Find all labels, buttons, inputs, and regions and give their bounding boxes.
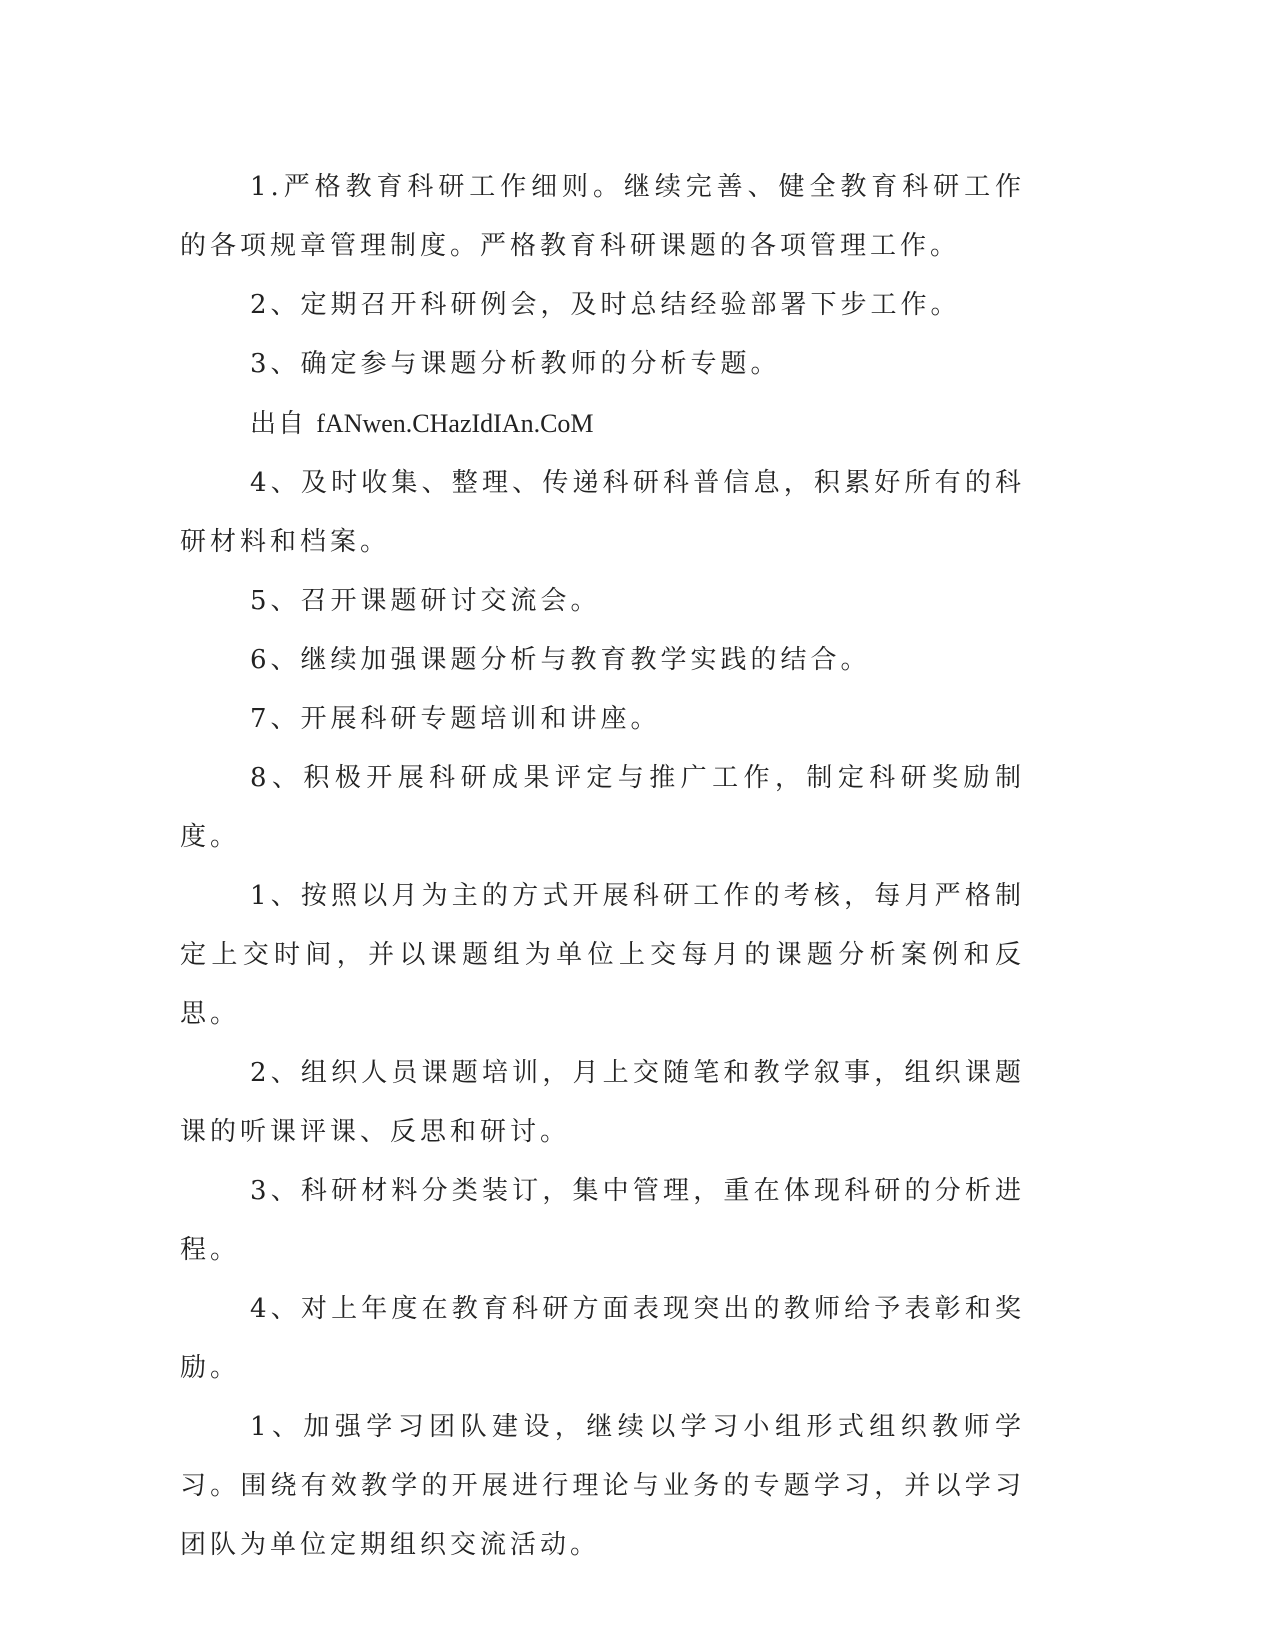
paragraph-10: 2、组织人员课题培训，月上交随笔和教学叙事，组织课题课的听课评课、反思和研讨。 [180, 1058, 1025, 1147]
source-url: fANwen.CHazIdIAn.CoM [316, 409, 594, 438]
source-prefix: 出自 [250, 409, 317, 439]
paragraph-8: 8、积极开展科研成果评定与推广工作，制定科研奖励制度。 [180, 763, 1025, 852]
paragraph-1: 1.严格教育科研工作细则。继续完善、健全教育科研工作的各项规章管理制度。严格教育科研课题的各项管理工作。 [180, 172, 1025, 261]
document-body [180, 158, 1025, 1575]
paragraph-3: 3、确定参与课题分析教师的分析专题。 [250, 349, 781, 379]
paragraph-2: 2、定期召开科研例会，及时总结经验部署下步工作。 [250, 290, 961, 320]
paragraph-6: 6、继续加强课题分析与教育教学实践的结合。 [250, 645, 871, 675]
paragraph-7: 7、开展科研专题培训和讲座。 [250, 704, 661, 734]
paragraph-9: 1、按照以月为主的方式开展科研工作的考核，每月严格制定上交时间，并以课题组为单位上交每月的课题分析案例和反思。 [180, 881, 1025, 1029]
paragraph-11: 3、科研材料分类装订，集中管理，重在体现科研的分析进程。 [180, 1176, 1025, 1265]
paragraph-12: 4、对上年度在教育科研方面表现突出的教师给予表彰和奖励。 [180, 1294, 1025, 1383]
paragraph-13: 1、加强学习团队建设，继续以学习小组形式组织教师学习。围绕有效教学的开展进行理论与业务的专题学习，并以学习团队为单位定期组织交流活动。 [180, 1412, 1025, 1560]
paragraph-5: 5、召开课题研讨交流会。 [250, 586, 601, 616]
source-line [180, 394, 1025, 454]
paragraph-4: 4、及时收集、整理、传递科研科普信息，积累好所有的科研材料和档案。 [180, 468, 1025, 557]
